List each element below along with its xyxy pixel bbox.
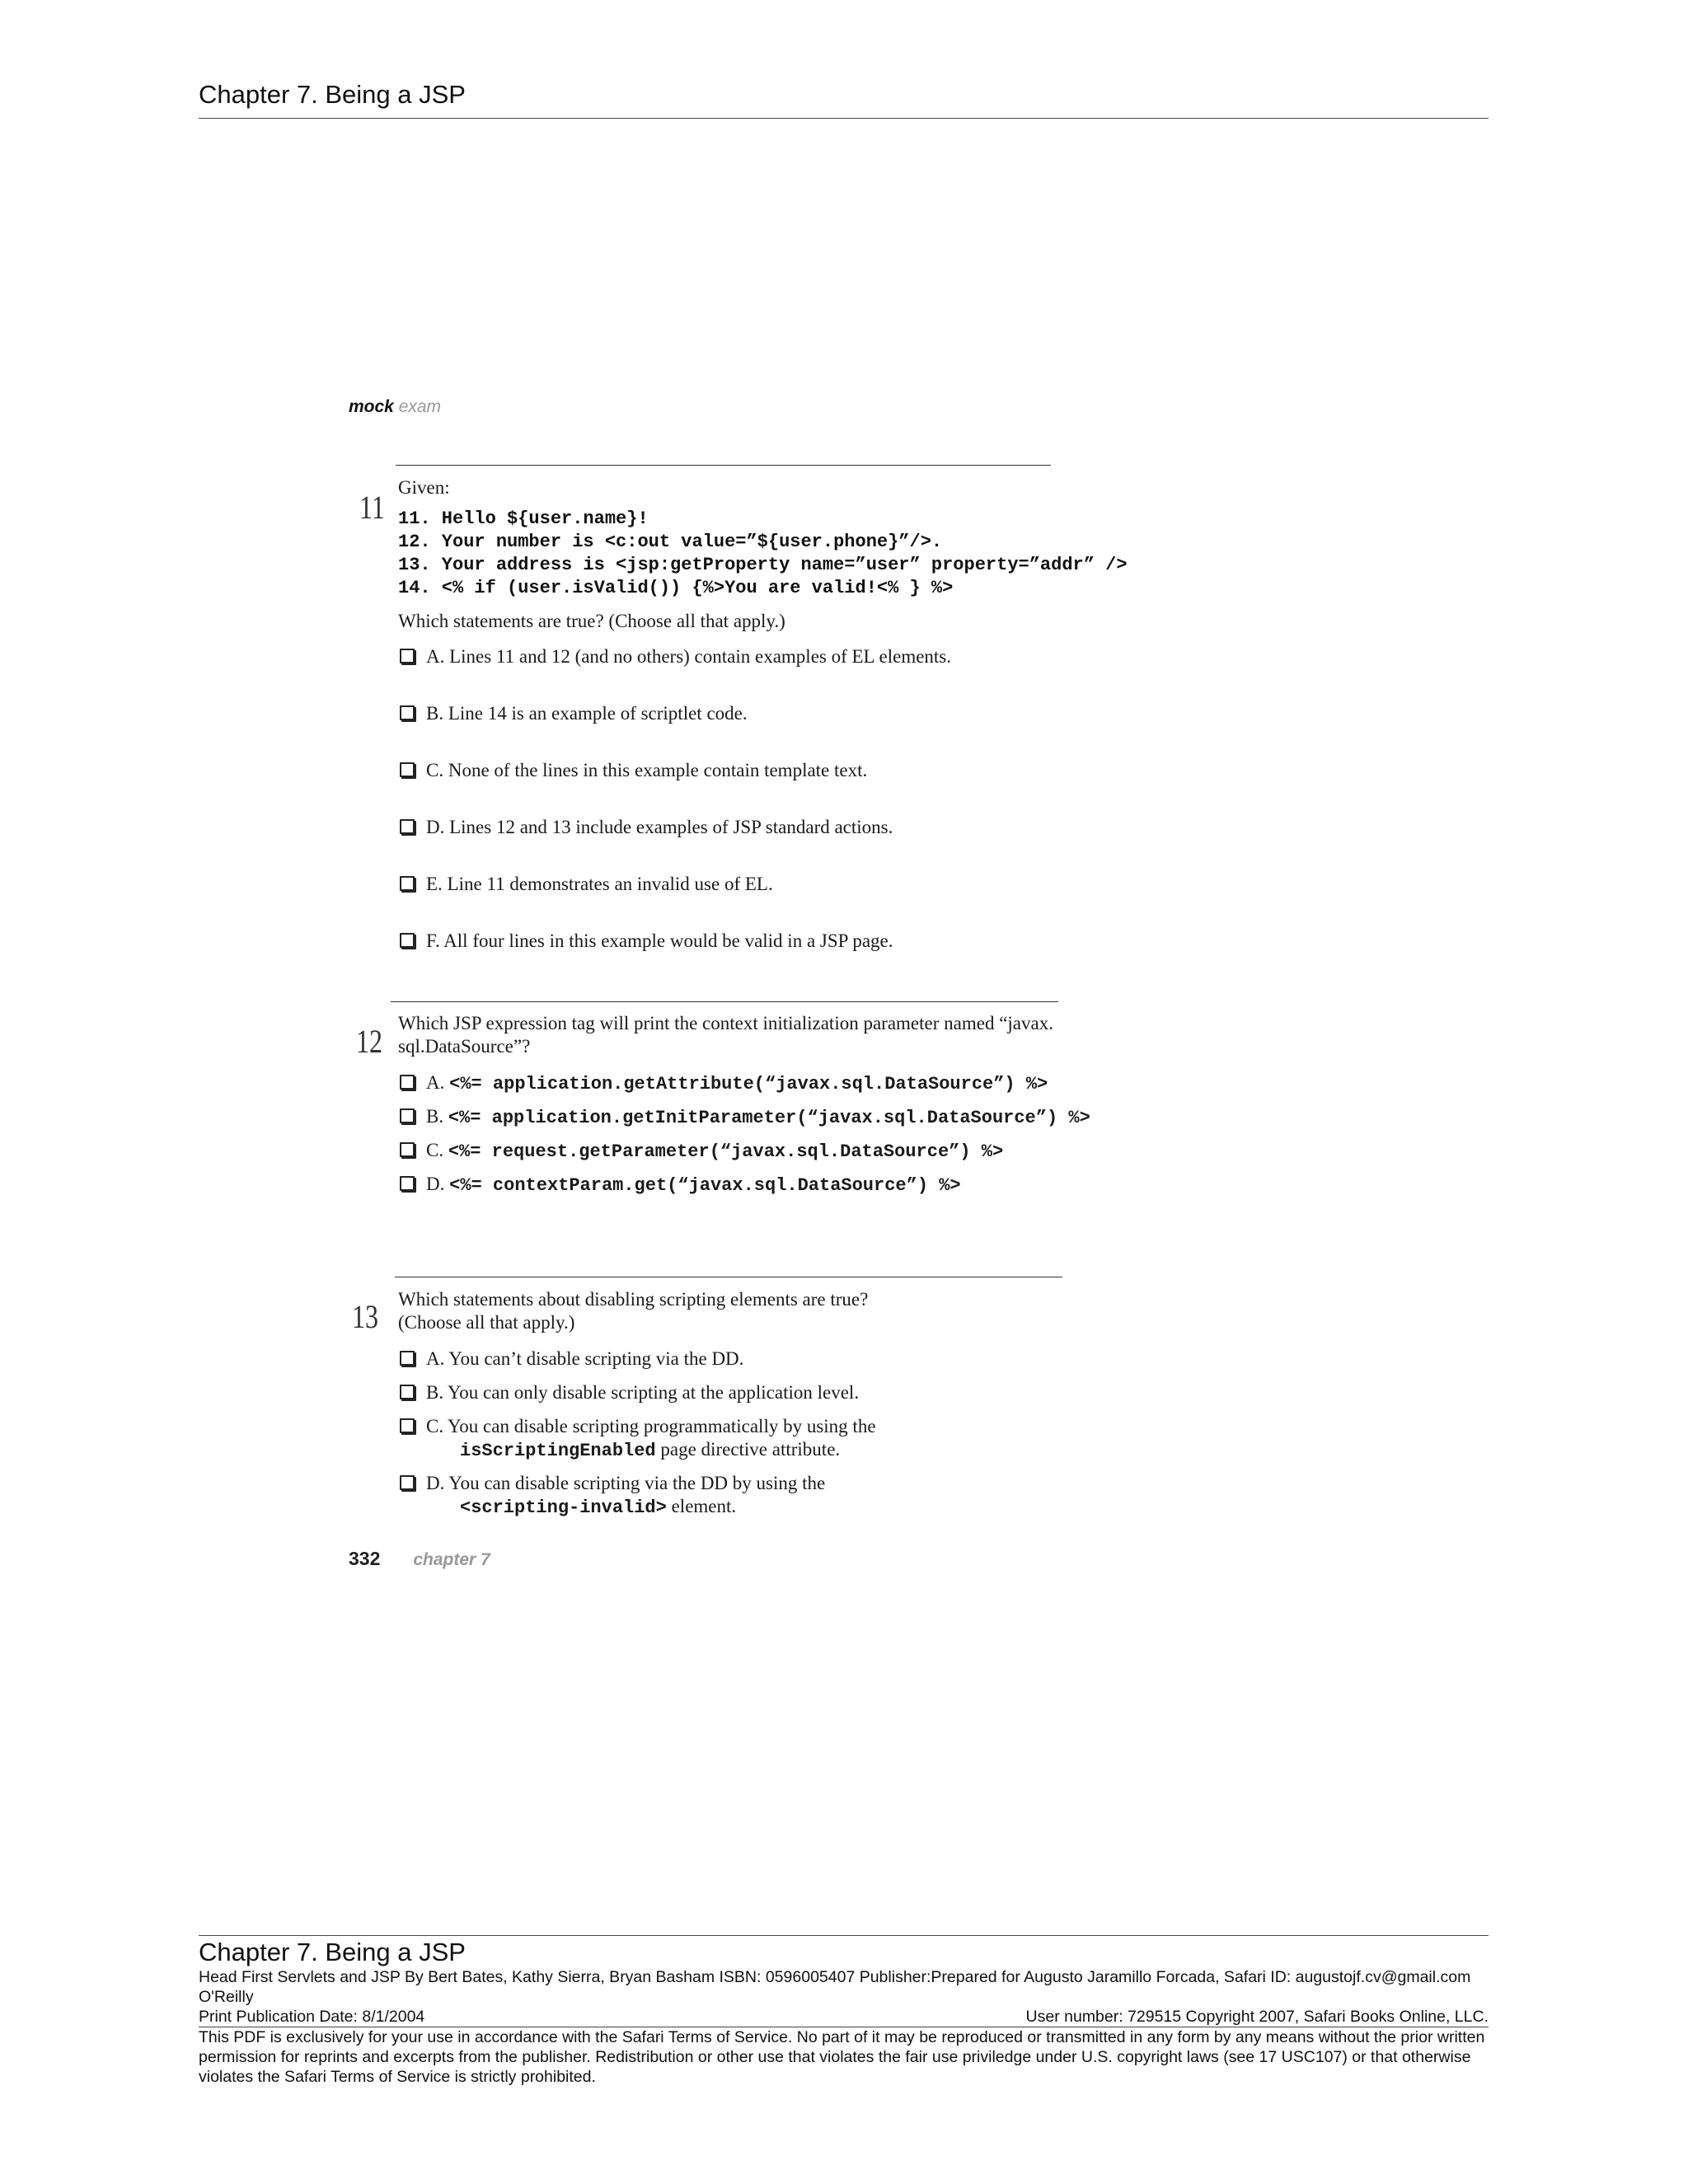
chapter-label: chapter 7 [413, 1550, 490, 1569]
footer-legal: This PDF is exclusively for your use in accordance with the Safari Terms of Service. No part of it may be reproduced or transmitted in any form by any means without the prior written permission for reprints and excerpts from the publisher. Redistribution or other use that violates the fair use priviledge under U.S. copyright laws (see 17 USC107) or that otherwise violates the Safari Terms of Service is strictly prohibited. [199, 2028, 1485, 2086]
section-label-bold: mock [349, 397, 394, 416]
code-line: 13. Your address is <jsp:getProperty name=”user” property=”addr” /> [398, 555, 1128, 575]
code-line: 14. <% if (user.isValid()) {%>You are valid!<% } %> [398, 578, 954, 598]
answer-option[interactable]: A. <%= application.getAttribute(“javax.sql.DataSource”) %> [400, 1071, 1048, 1096]
checkbox-icon[interactable] [400, 933, 415, 948]
checkbox-icon[interactable] [400, 1418, 415, 1433]
checkbox-icon[interactable] [400, 1075, 415, 1090]
page-footer [349, 1548, 490, 1570]
checkbox-icon[interactable] [400, 649, 415, 663]
checkbox-icon[interactable] [400, 876, 415, 891]
answer-option-continuation: isScriptingEnabled page directive attribute. [460, 1439, 841, 1461]
question-divider [391, 1001, 1058, 1002]
answer-option[interactable]: A. You can’t disable scripting via the DD. [400, 1347, 743, 1371]
question-number: 13 [352, 1298, 378, 1335]
footer-pub-date: Print Publication Date: 8/1/2004 [199, 2008, 425, 2026]
question-divider [396, 465, 1051, 466]
question-prompt: Which statements are true? (Choose all that apply.) [398, 611, 785, 631]
checkbox-icon[interactable] [400, 819, 415, 834]
code-line: 11. Hello ${user.name}! [398, 509, 649, 529]
checkbox-icon[interactable] [400, 1176, 415, 1191]
answer-option[interactable]: D. <%= contextParam.get(“javax.sql.DataSource”) %> [400, 1173, 961, 1197]
footer-meta-row [199, 2007, 1489, 2027]
answer-option[interactable]: B. Line 14 is an example of scriptlet code. [400, 702, 748, 725]
checkbox-icon[interactable] [400, 1351, 415, 1366]
footer-publisher: O'Reilly [199, 1988, 254, 2006]
doc-footer [199, 1935, 1489, 2087]
section-label-light: exam [398, 397, 442, 416]
code-line: 12. Your number is <c:out value=”${user.phone}”/>. [398, 532, 943, 552]
question-number: 12 [356, 1023, 382, 1060]
footer-divider [199, 1935, 1489, 1936]
answer-option[interactable]: B. You can only disable scripting at the application level. [400, 1381, 859, 1404]
footer-book-info: Head First Servlets and JSP By Bert Bates, Kathy Sierra, Bryan Basham ISBN: 0596005407 Publisher:Prepared for Augusto Jaramillo Forcada, Safari ID: augustojf.cv@gmail.com [199, 1968, 1471, 1986]
checkbox-icon[interactable] [400, 705, 415, 720]
question-number: 11 [359, 489, 385, 526]
question-prompt: sql.DataSource”? [398, 1036, 531, 1057]
answer-option[interactable]: C. None of the lines in this example contain template text. [400, 759, 867, 782]
answer-option[interactable]: C. <%= request.getParameter(“javax.sql.DataSource”) %> [400, 1139, 1003, 1164]
answer-option[interactable]: F. All four lines in this example would be valid in a JSP page. [400, 930, 893, 953]
checkbox-icon[interactable] [400, 1108, 415, 1123]
checkbox-icon[interactable] [400, 762, 415, 777]
answer-option[interactable]: B. <%= application.getInitParameter(“javax.sql.DataSource”) %> [400, 1105, 1090, 1130]
question-prompt: (Choose all that apply.) [398, 1312, 575, 1333]
answer-option-continuation: <scripting-invalid> element. [460, 1496, 737, 1518]
question-prompt: Which statements about disabling scripting elements are true? [398, 1289, 869, 1310]
checkbox-icon[interactable] [400, 1475, 415, 1490]
footer-user-info: User number: 729515 Copyright 2007, Safari Books Online, LLC. [1025, 2008, 1489, 2026]
checkbox-icon[interactable] [400, 1385, 415, 1399]
answer-option[interactable]: E. Line 11 demonstrates an invalid use of EL. [400, 873, 773, 896]
page-number: 332 [349, 1548, 381, 1569]
answer-option[interactable]: A. Lines 11 and 12 (and no others) contain examples of EL elements. [400, 645, 951, 668]
footer-title: Chapter 7. Being a JSP [199, 1938, 466, 1966]
answer-option[interactable]: D. Lines 12 and 13 include examples of JSP standard actions. [400, 816, 893, 839]
section-label [349, 397, 441, 417]
question-prompt: Which JSP expression tag will print the context initialization parameter named “javax. [398, 1013, 1053, 1033]
question-given: Given: [398, 477, 450, 498]
answer-option[interactable]: C. You can disable scripting programmatically by using the [400, 1415, 876, 1438]
page-header-title: Chapter 7. Being a JSP [199, 80, 466, 109]
answer-option[interactable]: D. You can disable scripting via the DD by using the [400, 1472, 825, 1495]
page-header [199, 78, 1489, 119]
checkbox-icon[interactable] [400, 1142, 415, 1157]
